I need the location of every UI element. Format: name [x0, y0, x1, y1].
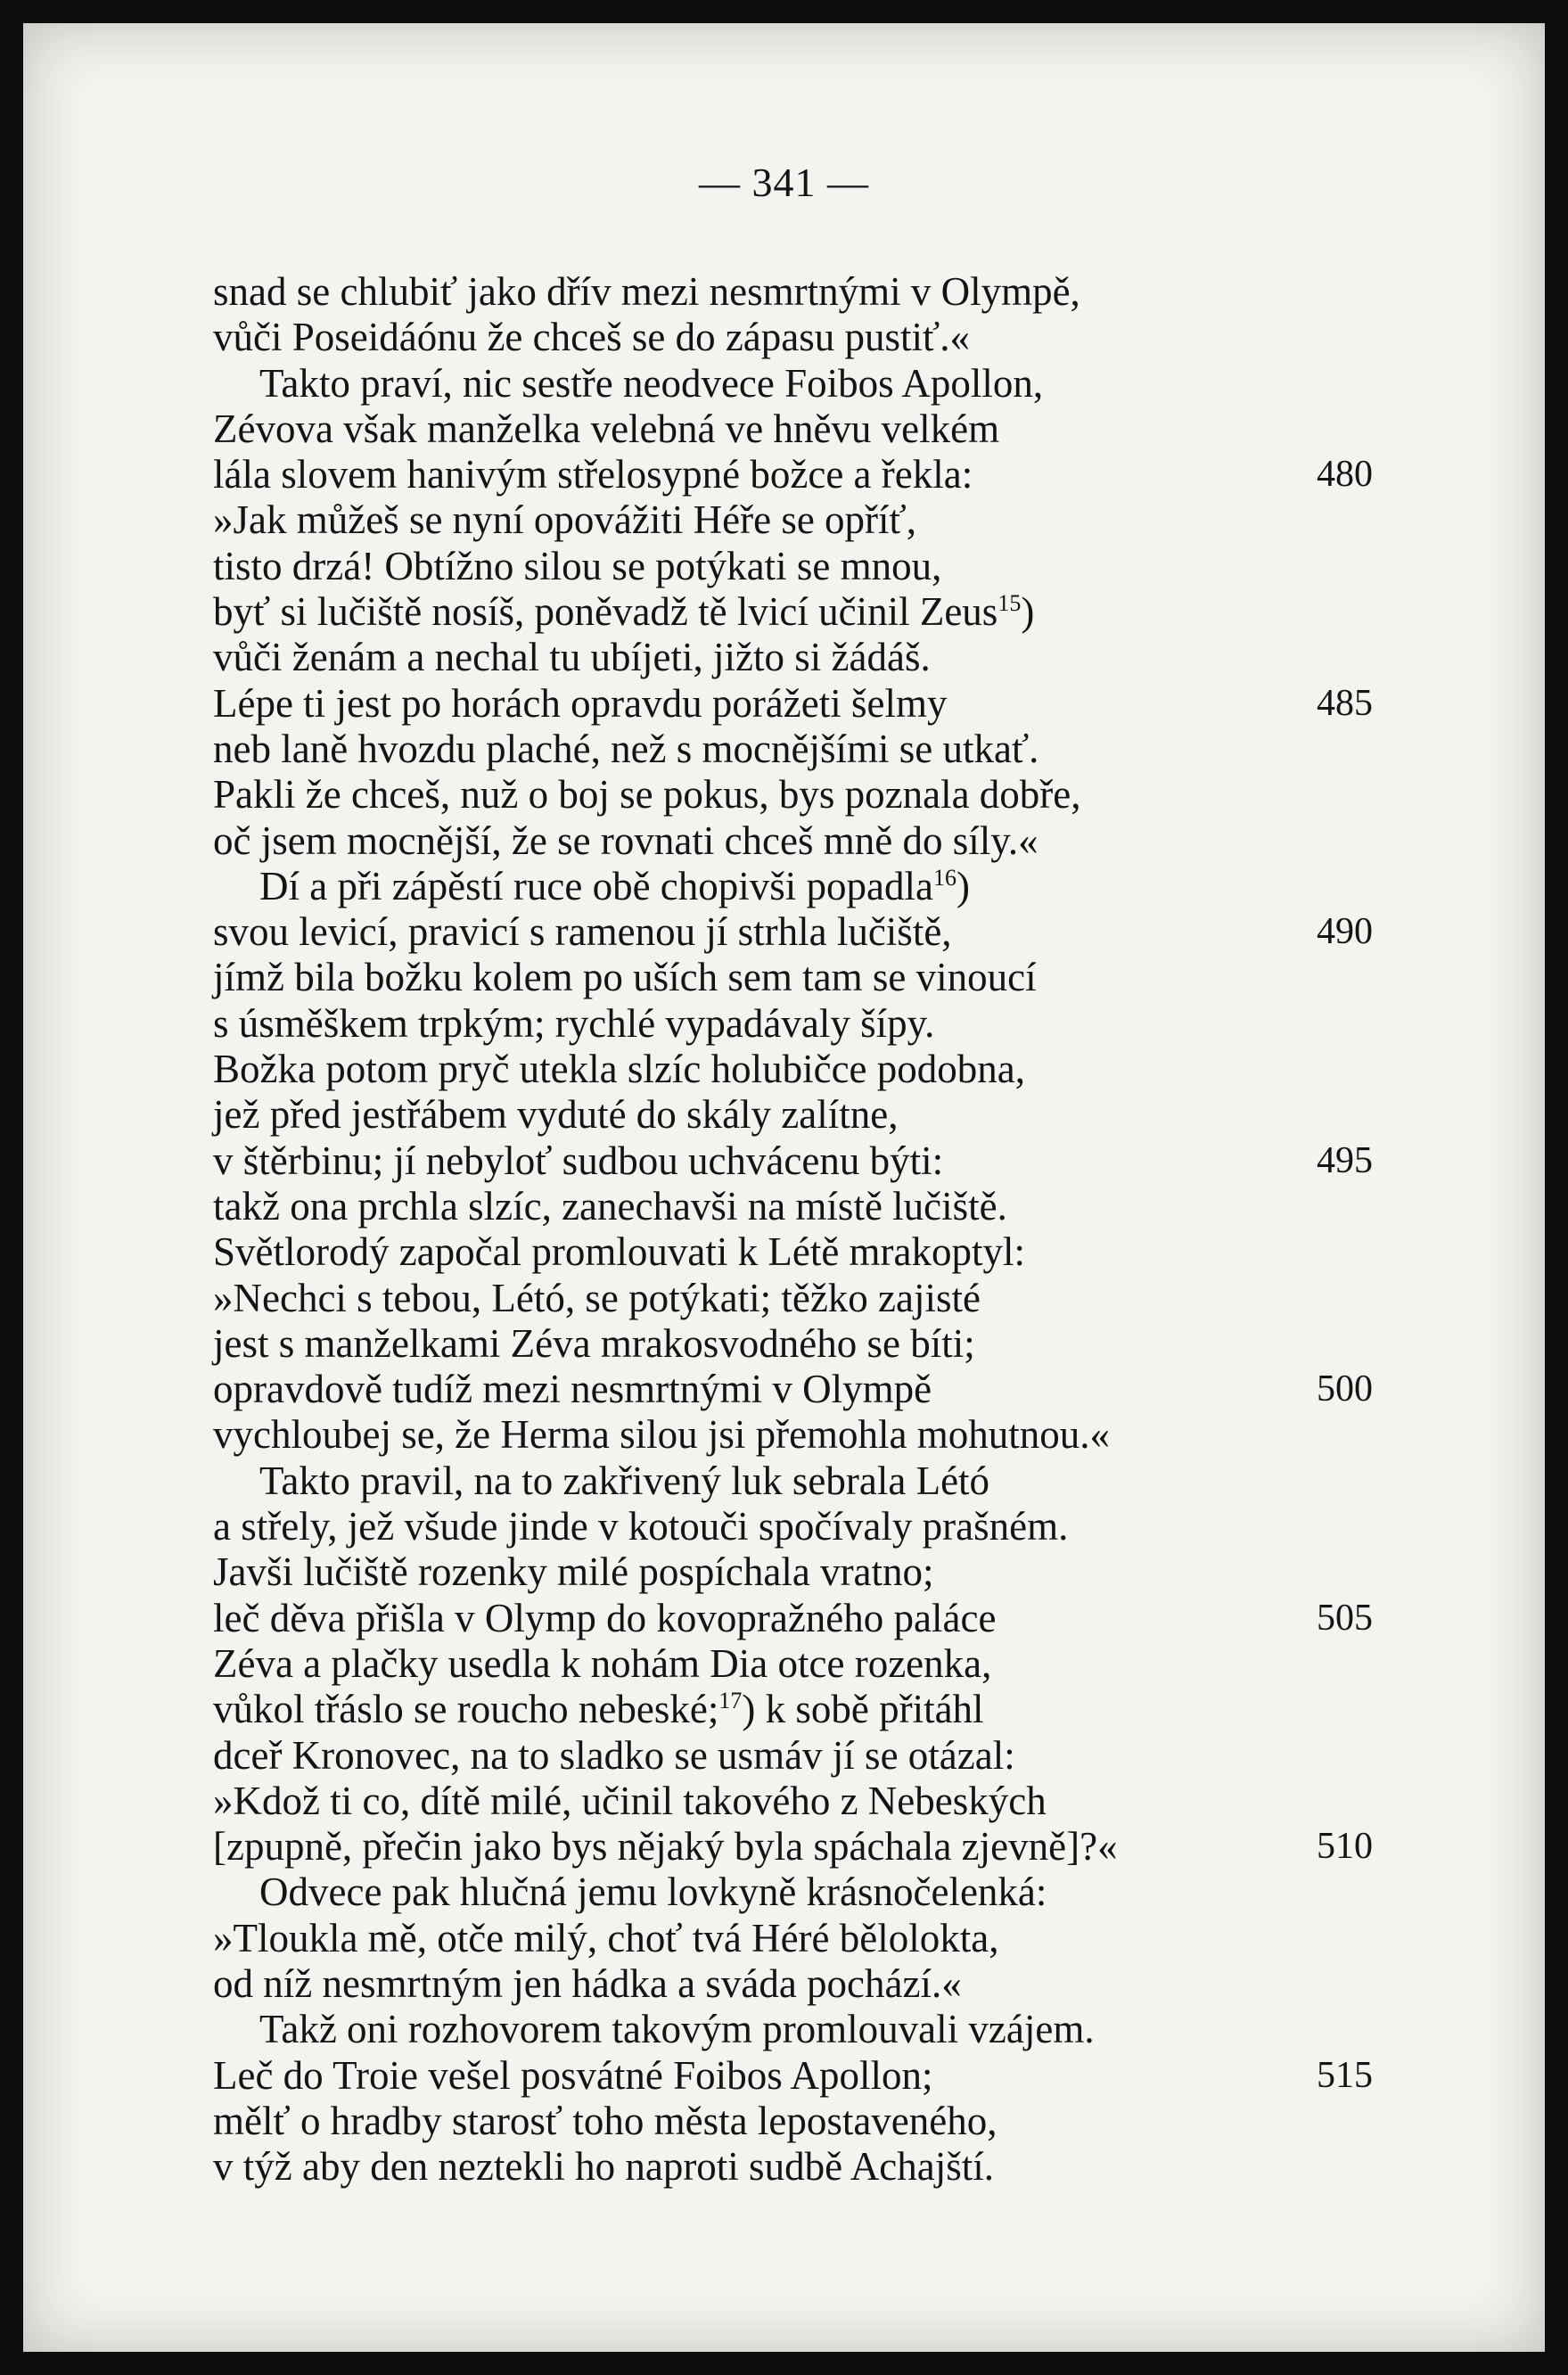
verse-line — [213, 1961, 1399, 2007]
verse-body: tisto drzá! Obtížno silou se potýkati se mnou, — [213, 543, 942, 588]
verse-body: »Kdož ti co, dítě milé, učinil takového z Nebeských — [213, 1778, 1047, 1823]
verse-line — [213, 2053, 1399, 2099]
verse-text — [213, 1870, 1047, 1915]
verse-body: Javši lučiště rozenky milé pospíchala vratno; — [213, 1549, 934, 1595]
verse-line — [213, 727, 1399, 772]
verse-text — [213, 635, 931, 680]
verse-body: snad se chlubiť jako dřív mezi nesmrtnými v Olympě, — [213, 269, 1080, 314]
verse-body: s úsměškem trpkým; rychlé vypadávaly šípy. — [213, 1000, 935, 1046]
verse-line — [213, 1779, 1399, 1824]
verse-body: vychloubej se, že Herma silou jsi přemohla mohutnou.« — [213, 1412, 1111, 1458]
verse-body: v týž aby den neztekli ho naproti sudbě Achajští. — [213, 2144, 995, 2190]
verse-line — [213, 955, 1399, 1000]
verse-body: vůči ženám a nechal tu ubíjeti, jižto si žádáš. — [213, 635, 931, 680]
verse-continuation: ) k sobě přitáhl — [742, 1687, 984, 1732]
verse-body: Leč do Troie vešel posvátné Foibos Apollon; — [213, 2052, 933, 2098]
line-number: 495 — [1317, 1139, 1373, 1181]
verse-text — [213, 818, 1038, 864]
page-number: — 341 — — [699, 160, 869, 205]
verse-line — [213, 1687, 1399, 1732]
verse-body: Božka potom pryč utekla slzíc holubičce podobna, — [213, 1047, 1025, 1092]
verse-body: dceř Kronovec, na to sladko se usmáv jí se otázal: — [213, 1732, 1015, 1778]
verse-text — [213, 544, 941, 589]
verse-body: lála slovem hanivým střelosypné božce a řekla: — [213, 452, 973, 497]
line-number: 485 — [1317, 682, 1373, 724]
verse-text — [213, 1229, 1025, 1275]
verse-line — [213, 1184, 1399, 1229]
verse-line — [213, 635, 1399, 680]
verse-text — [213, 1733, 1015, 1779]
verse-text — [213, 1961, 962, 2007]
verse-text — [213, 1459, 989, 1504]
footnote-marker: 15 — [997, 590, 1022, 617]
verse-line — [213, 1916, 1399, 1961]
verse-text — [213, 407, 999, 452]
verse-text — [213, 2099, 997, 2144]
verse-line — [213, 1641, 1399, 1687]
verse-text — [213, 2007, 1095, 2052]
verse-body: v štěrbinu; jí nebyloť sudbou uchvácenu býti: — [213, 1138, 944, 1183]
verse-line — [213, 818, 1399, 864]
verse-line — [213, 1367, 1399, 1412]
verse-line — [213, 1824, 1399, 1870]
verse-text — [213, 1916, 998, 1961]
verse-line — [213, 1549, 1399, 1595]
verse-text — [213, 315, 970, 360]
verse-body: Takž oni rozhovorem takovým promlouvali vzájem. — [259, 2007, 1095, 2052]
footnote-marker: 16 — [933, 864, 956, 891]
verse-body: Dí a při zápěstí ruce obě chopivši popadla — [259, 863, 933, 908]
verse-body: Pakli že chceš, nuž o boj se pokus, bys poznala dobře, — [213, 772, 1081, 818]
verse-body: oč jsem mocnější, že se rovnati chceš mně do síly.« — [213, 818, 1038, 863]
verse-line — [213, 361, 1399, 407]
verse-line — [213, 1459, 1399, 1504]
verse-body: vůči Poseidáónu že chceš se do zápasu pustiť.« — [213, 315, 971, 360]
verse-body: neb laně hvozdu plaché, než s mocnějšími se utkať. — [213, 726, 1039, 771]
verse-text — [213, 1276, 981, 1321]
verse-continuation: ) — [956, 863, 970, 908]
verse-line — [213, 544, 1399, 589]
verse-line — [213, 1870, 1399, 1915]
verse-text — [213, 1138, 943, 1184]
verse-text — [213, 1412, 1110, 1458]
verse-body: Zévova však manželka velebná ve hněvu velkém — [213, 406, 1000, 451]
verse-line — [213, 1092, 1399, 1138]
verse-body: jímž bila božku kolem po uších sem tam se vinoucí — [213, 955, 1037, 1000]
verse-text — [213, 1687, 984, 1732]
verse-body: [zpupně, přečin jako bys nějaký byla spáchala zjevně]?« — [213, 1824, 1118, 1870]
line-number: 515 — [1317, 2054, 1373, 2096]
verse-body: takž ona prchla slzíc, zanechavši na místě lučiště. — [213, 1183, 1007, 1229]
verse-body: jest s manželkami Zéva mrakosvodného se bíti; — [213, 1320, 975, 1366]
verse-text — [213, 269, 1080, 315]
line-number: 510 — [1317, 1826, 1373, 1868]
verse-line — [213, 772, 1399, 818]
poem-text — [213, 269, 1399, 2190]
verse-text — [213, 727, 1038, 772]
verse-text — [213, 1001, 934, 1047]
verse-body: byť si lučiště nosíš, poněvadž tě lvicí učinil Zeus — [213, 589, 998, 635]
verse-line — [213, 1596, 1399, 1641]
verse-line — [213, 1733, 1399, 1779]
verse-body: Takto praví, nic sestře neodvece Foibos Apollon, — [259, 360, 1044, 406]
verse-body: leč děva přišla v Olymp do kovopražného paláce — [213, 1595, 997, 1640]
verse-text — [213, 1092, 898, 1138]
verse-text — [213, 1047, 1025, 1092]
verse-line — [213, 2099, 1399, 2144]
verse-text — [213, 2144, 994, 2190]
verse-text — [213, 1779, 1047, 1824]
verse-line — [213, 497, 1399, 543]
verse-body: svou levicí, pravicí s ramenou jí strhla lučiště, — [213, 909, 952, 955]
verse-line — [213, 864, 1399, 909]
verse-continuation: ) — [1021, 589, 1035, 635]
verse-line — [213, 589, 1399, 635]
verse-body: Odvece pak hlučná jemu lovkyně krásnočelenká: — [259, 1870, 1047, 1915]
verse-body: »Tloukla mě, otče milý, choť tvá Héré bělolokta, — [213, 1915, 999, 1960]
verse-line — [213, 2144, 1399, 2190]
verse-line — [213, 1504, 1399, 1549]
verse-body: mělť o hradby starosť toho města lepostaveného, — [213, 2098, 997, 2143]
verse-text — [213, 1184, 1007, 1229]
verse-line — [213, 1047, 1399, 1092]
verse-body: »Nechci s tebou, Létó, se potýkati; těžko zajisté — [213, 1275, 981, 1320]
verse-line — [213, 1001, 1399, 1047]
verse-body: Lépe ti jest po horách opravdu porážeti šelmy — [213, 680, 948, 726]
verse-text — [213, 1596, 996, 1641]
verse-body: Takto pravil, na to zakřivený luk sebrala Létó — [259, 1458, 990, 1503]
verse-line — [213, 1321, 1399, 1367]
verse-line — [213, 1276, 1399, 1321]
verse-text — [213, 1824, 1118, 1870]
verse-body: vůkol třáslo se roucho nebeské; — [213, 1687, 719, 1732]
verse-text — [213, 2053, 932, 2099]
verse-body: Světlorodý započal promlouvati k Létě mrakoptyl: — [213, 1229, 1026, 1275]
verse-text — [213, 452, 973, 497]
line-number: 505 — [1317, 1597, 1373, 1639]
verse-body: a střely, jež všude jinde v kotouči spočívaly prašném. — [213, 1504, 1069, 1549]
verse-line — [213, 452, 1399, 497]
verse-body: »Jak můžeš se nyní opovážiti Héře se opříť, — [213, 497, 917, 543]
line-number: 500 — [1317, 1368, 1373, 1410]
verse-line — [213, 407, 1399, 452]
verse-text — [213, 681, 947, 727]
verse-text — [213, 1504, 1068, 1549]
verse-text — [213, 497, 916, 543]
verse-text — [213, 1549, 934, 1595]
verse-line — [213, 1138, 1399, 1184]
verse-text — [213, 361, 1043, 407]
verse-text — [213, 1641, 991, 1687]
verse-line — [213, 681, 1399, 727]
verse-body: Zéva a plačky usedla k nohám Dia otce rozenka, — [213, 1640, 992, 1686]
verse-line — [213, 315, 1399, 360]
verse-line — [213, 269, 1399, 315]
verse-text — [213, 1367, 932, 1412]
footnote-marker: 17 — [718, 1688, 743, 1714]
verse-body: jež před jestřábem vyduté do skály zalítne, — [213, 1092, 899, 1138]
line-number: 480 — [1317, 454, 1373, 496]
verse-text — [213, 955, 1037, 1000]
verse-text — [213, 864, 970, 909]
verse-line — [213, 1229, 1399, 1275]
verse-body: opravdově tudíž mezi nesmrtnými v Olympě — [213, 1367, 932, 1412]
verse-line — [213, 1412, 1399, 1458]
line-number: 490 — [1317, 911, 1373, 953]
verse-line — [213, 909, 1399, 955]
verse-text — [213, 772, 1081, 818]
verse-body: od níž nesmrtným jen hádka a sváda pochází.« — [213, 1960, 962, 2006]
verse-line — [213, 2007, 1399, 2052]
verse-text — [213, 909, 952, 955]
verse-text — [213, 1321, 975, 1367]
verse-text — [213, 589, 1034, 635]
